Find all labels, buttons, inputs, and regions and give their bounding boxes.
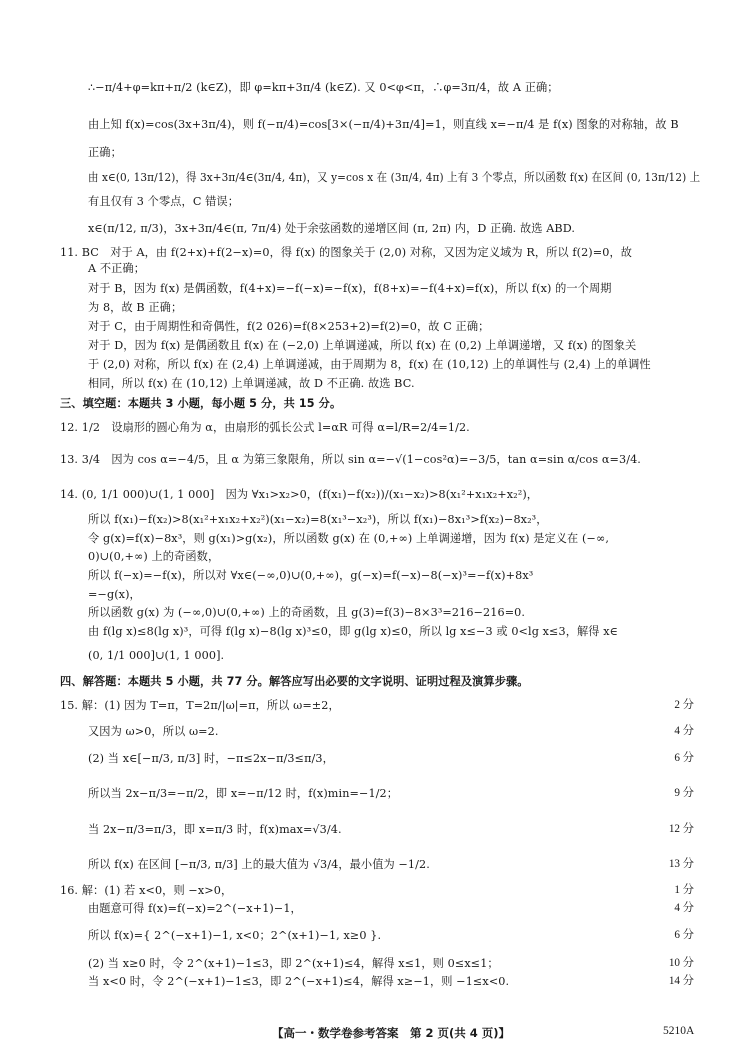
text-line: 14. (0, 1/1 000)∪(1, 1 000] 因为 ∀x₁>x₂>0，(f(x₁)−f(x₂))/(x₁−x₂)>8(x₁²+x₁x₂+x₂²)，	[60, 488, 539, 501]
score-mark: 10 分	[668, 957, 694, 969]
text-line: (0, 1/1 000]∪(1, 1 000].	[88, 649, 225, 662]
text-line: 11. BC 对于 A，由 f(2+x)+f(2−x)=0，得 f(x) 的图象关于 (2,0) 对称，又因为定义域为 R，所以 f(2)=0，故	[60, 246, 633, 259]
text-line: 令 g(x)=f(x)−8x³，则 g(x₁)>g(x₂)，所以函数 g(x) 在 (0,+∞) 上单调递增，因为 f(x) 是定义在 (−∞,	[88, 532, 610, 545]
text-line: 所以 f(x) 在区间 [−π/3, π/3] 上的最大值为 √3/4，最小值为 −1/2.	[88, 858, 430, 871]
text-line: 所以 f(x)={ 2^(−x+1)−1, x<0；2^(x+1)−1, x≥0 }.	[88, 929, 382, 942]
text-line: 于 (2,0) 对称，所以 f(x) 在 (2,4) 上单调递减，由于周期为 8，f(x) 在 (10,12) 上的单调性与 (2,4) 上的单调性	[88, 358, 651, 371]
page-footer	[0, 1025, 752, 1043]
score-mark: 12 分	[668, 823, 694, 835]
text-line: ∴−π/4+φ=kπ+π/2 (k∈Z)，即 φ=kπ+3π/4 (k∈Z). 又 0<φ<π，∴φ=3π/4，故 A 正确；	[88, 81, 559, 94]
text-line: 所以 f(−x)=−f(x)，所以对 ∀x∈(−∞,0)∪(0,+∞)，g(−x)=f(−x)−8(−x)³=−f(x)+8x³	[88, 569, 534, 582]
score-mark: 4 分	[674, 725, 694, 737]
text-line: 16. 解：(1) 若 x<0，则 −x>0，	[60, 884, 233, 897]
score-mark: 4 分	[674, 902, 694, 914]
text-line: 所以 f(x₁)−f(x₂)>8(x₁²+x₁x₂+x₂²)(x₁−x₂)=8(x₁³−x₂³)，所以 f(x₁)−8x₁³>f(x₂)−8x₂³，	[88, 513, 548, 526]
text-line: 对于 C，由于周期性和奇偶性，f(2 026)=f(8×253+2)=f(2)=0，故 C 正确；	[88, 320, 490, 333]
text-line: 0)∪(0,+∞) 上的奇函数，	[88, 550, 220, 563]
text-line: 由题意可得 f(x)=f(−x)=2^(−x+1)−1，	[88, 902, 302, 915]
text-line: 由上知 f(x)=cos(3x+3π/4)，则 f(−π/4)=cos[3×(−π/4)+3π/4]=1，则直线 x=−π/4 是 f(x) 图象的对称轴，故 B	[88, 118, 679, 131]
score-mark: 9 分	[674, 787, 694, 799]
score-mark: 13 分	[668, 858, 694, 870]
text-line: (2) 当 x≥0 时，令 2^(x+1)−1≤3，即 2^(x+1)≤4，解得 x≤1，则 0≤x≤1；	[88, 957, 499, 970]
text-line: 又因为 ω>0，所以 ω=2.	[88, 725, 219, 738]
footer-code: 5210A	[663, 1025, 695, 1037]
text-line: 15. 解：(1) 因为 T=π，T=2π/|ω|=π，所以 ω=±2，	[60, 699, 340, 712]
section-heading: 三、填空题：本题共 3 小题，每小题 5 分，共 15 分。	[60, 397, 342, 410]
text-line: 由 f(lg x)≤8(lg x)³，可得 f(lg x)−8(lg x)³≤0，即 g(lg x)≤0，所以 lg x≤−3 或 0<lg x≤3，解得 x∈	[88, 625, 619, 638]
score-mark: 6 分	[674, 929, 694, 941]
text-line: (2) 当 x∈[−π/3, π/3] 时，−π≤2x−π/3≤π/3，	[88, 752, 334, 765]
text-line: 当 x<0 时，令 2^(−x+1)−1≤3，即 2^(−x+1)≤4，解得 x≥−1，则 −1≤x<0.	[88, 975, 510, 988]
text-line: A 不正确；	[88, 262, 145, 275]
score-mark: 14 分	[668, 975, 694, 987]
score-mark: 6 分	[674, 752, 694, 764]
score-mark: 1 分	[674, 884, 694, 896]
text-line: 相同，所以 f(x) 在 (10,12) 上单调递减，故 D 不正确. 故选 BC.	[88, 377, 415, 390]
text-line: 为 8，故 B 正确；	[88, 301, 183, 314]
text-line: =−g(x)，	[88, 588, 141, 601]
text-line: 13. 3/4 因为 cos α=−4/5，且 α 为第三象限角，所以 sin α=−√(1−cos²α)=−3/5，tan α=sin α/cos α=3/4.	[60, 453, 641, 466]
text-line: 12. 1/2 设扇形的圆心角为 α，由扇形的弧长公式 l=αR 可得 α=l/R=2/4=1/2.	[60, 421, 470, 434]
text-line: 所以当 2x−π/3=−π/2，即 x=−π/12 时，f(x)min=−1/2；	[88, 787, 399, 800]
footer-title: 【高一・数学卷参考答案 第 2 页(共 4 页)】	[272, 1026, 511, 1040]
text-line: 由 x∈(0, 13π/12)，得 3x+3π/4∈(3π/4, 4π)，又 y=cos x 在 (3π/4, 4π) 上有 3 个零点，所以函数 f(x) 在区间 (0, 13π/12) 上	[88, 171, 701, 184]
text-line: 当 2x−π/3=π/3，即 x=π/3 时，f(x)max=√3/4.	[88, 823, 342, 836]
text-line: 所以函数 g(x) 为 (−∞,0)∪(0,+∞) 上的奇函数，且 g(3)=f(3)−8×3³=216−216=0.	[88, 606, 526, 619]
text-line: 对于 B，因为 f(x) 是偶函数，f(4+x)=−f(−x)=−f(x)，f(8+x)=−f(4+x)=f(x)，所以 f(x) 的一个周期	[88, 282, 612, 295]
text-line: 正确；	[88, 146, 122, 159]
text-line: x∈(π/12, π/3)，3x+3π/4∈(π, 7π/4) 处于余弦函数的递增区间 (π, 2π) 内，D 正确. 故选 ABD.	[88, 222, 576, 235]
score-mark: 2 分	[674, 699, 694, 711]
section-heading: 四、解答题：本题共 5 小题，共 77 分。解答应写出必要的文字说明、证明过程及演算步骤。	[60, 675, 529, 688]
text-line: 有且仅有 3 个零点，C 错误；	[88, 195, 240, 208]
text-line: 对于 D，因为 f(x) 是偶函数且 f(x) 在 (−2,0) 上单调递减，所以 f(x) 在 (0,2) 上单调递增，又 f(x) 的图象关	[88, 339, 637, 352]
